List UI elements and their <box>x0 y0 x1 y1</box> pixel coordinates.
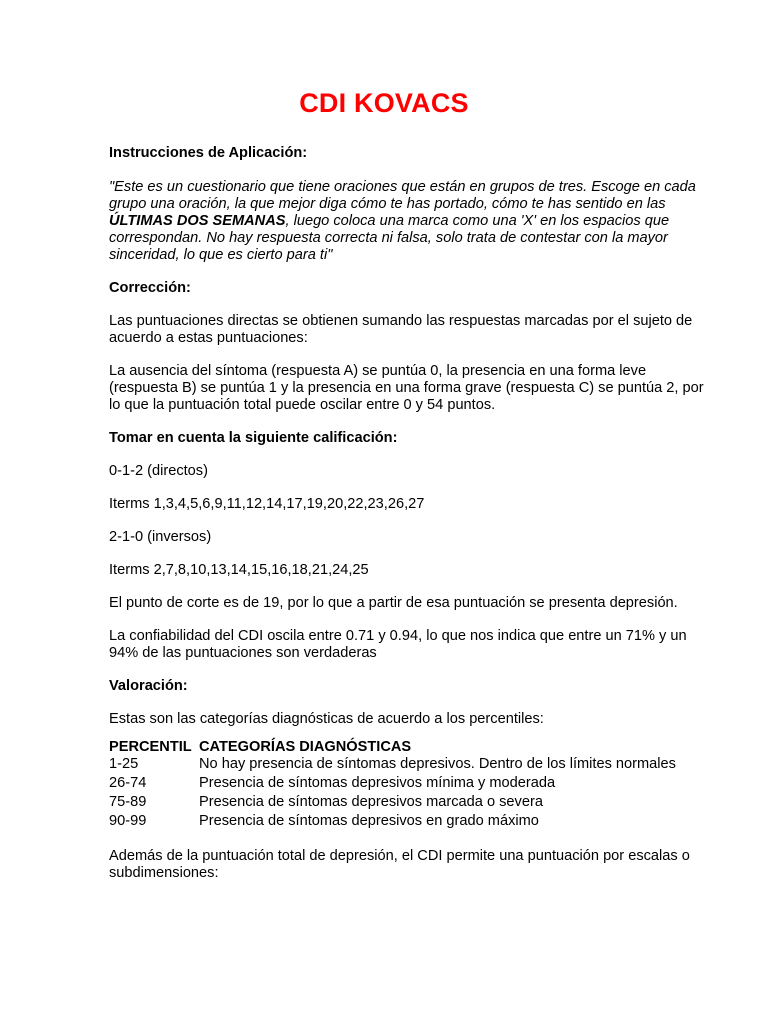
correction-paragraph-2: La ausencia del síntoma (respuesta A) se puntúa 0, la presencia en una forma leve (respuesta B) se puntúa 1 y la presencia en una forma grave (respuesta C) se puntúa 2, por lo que la puntuación total puede oscilar entre 0 y 54 puntos. <box>109 363 704 413</box>
subscales-paragraph: Además de la puntuación total de depresión, el CDI permite una puntuación por escalas o subdimensiones: <box>109 848 690 881</box>
percentile-cell: 75-89 <box>109 794 147 810</box>
percentile-cell: 90-99 <box>109 813 147 829</box>
cutoff-paragraph: El punto de corte es de 19, por lo que a partir de esa puntuación se presenta depresión. <box>109 595 678 611</box>
percentile-cell: 26-74 <box>109 775 147 791</box>
table-row <box>109 794 676 813</box>
table-row <box>109 775 676 794</box>
category-cell: Presencia de síntomas depresivos mínima y moderada <box>199 775 556 791</box>
inverse-label: 2-1-0 (inversos) <box>109 529 212 545</box>
percentile-cell: 1-25 <box>109 756 139 772</box>
inverse-items: Iterms 2,7,8,10,13,14,15,16,18,21,24,25 <box>109 562 369 578</box>
category-cell: No hay presencia de síntomas depresivos. Dentro de los límites normales <box>199 756 676 772</box>
direct-label: 0-1-2 (directos) <box>109 463 208 479</box>
direct-items: Iterms 1,3,4,5,6,9,11,12,14,17,19,20,22,23,26,27 <box>109 496 425 512</box>
assessment-intro: Estas son las categorías diagnósticas de acuerdo a los percentiles: <box>109 711 544 727</box>
table-row <box>109 813 676 832</box>
correction-paragraph-1: Las puntuaciones directas se obtienen sumando las respuestas marcadas por el sujeto de acuerdo a estas puntuaciones: <box>109 313 693 346</box>
instructions-emphasis: ÚLTIMAS DOS SEMANAS <box>109 213 286 229</box>
percentile-header: PERCENTIL <box>109 739 192 755</box>
instructions-paragraph <box>109 179 709 264</box>
reliability-paragraph: La confiabilidad del CDI oscila entre 0.71 y 0.94, lo que nos indica que entre un 71% y un 94% de las puntuaciones son verdaderas <box>109 628 687 661</box>
document-title: CDI KOVACS <box>299 88 469 118</box>
correction-heading: Corrección: <box>109 280 191 296</box>
instructions-heading: Instrucciones de Aplicación: <box>109 145 308 161</box>
instructions-post: , luego coloca una marca como una 'X' en los espacios que correspondan. No hay respuesta correcta ni falsa, solo trata de contestar con la mayor sinceridad, lo que es cierto para ti" <box>109 213 670 263</box>
scoring-heading: Tomar en cuenta la siguiente calificación: <box>109 430 398 446</box>
instructions-pre: "Este es un cuestionario que tiene oraciones que están en grupos de tres. Escoge en cada grupo una oración, la que mejor diga cómo te has portado, cómo te has sentido en las <box>109 179 696 212</box>
category-cell: Presencia de síntomas depresivos en grado máximo <box>199 813 539 829</box>
category-header: CATEGORÍAS DIAGNÓSTICAS <box>199 739 412 755</box>
category-cell: Presencia de síntomas depresivos marcada o severa <box>199 794 543 810</box>
table-header-row <box>109 736 676 756</box>
percentile-table <box>109 736 676 832</box>
document-body <box>109 145 709 882</box>
assessment-heading: Valoración: <box>109 678 188 694</box>
table-row <box>109 756 676 775</box>
